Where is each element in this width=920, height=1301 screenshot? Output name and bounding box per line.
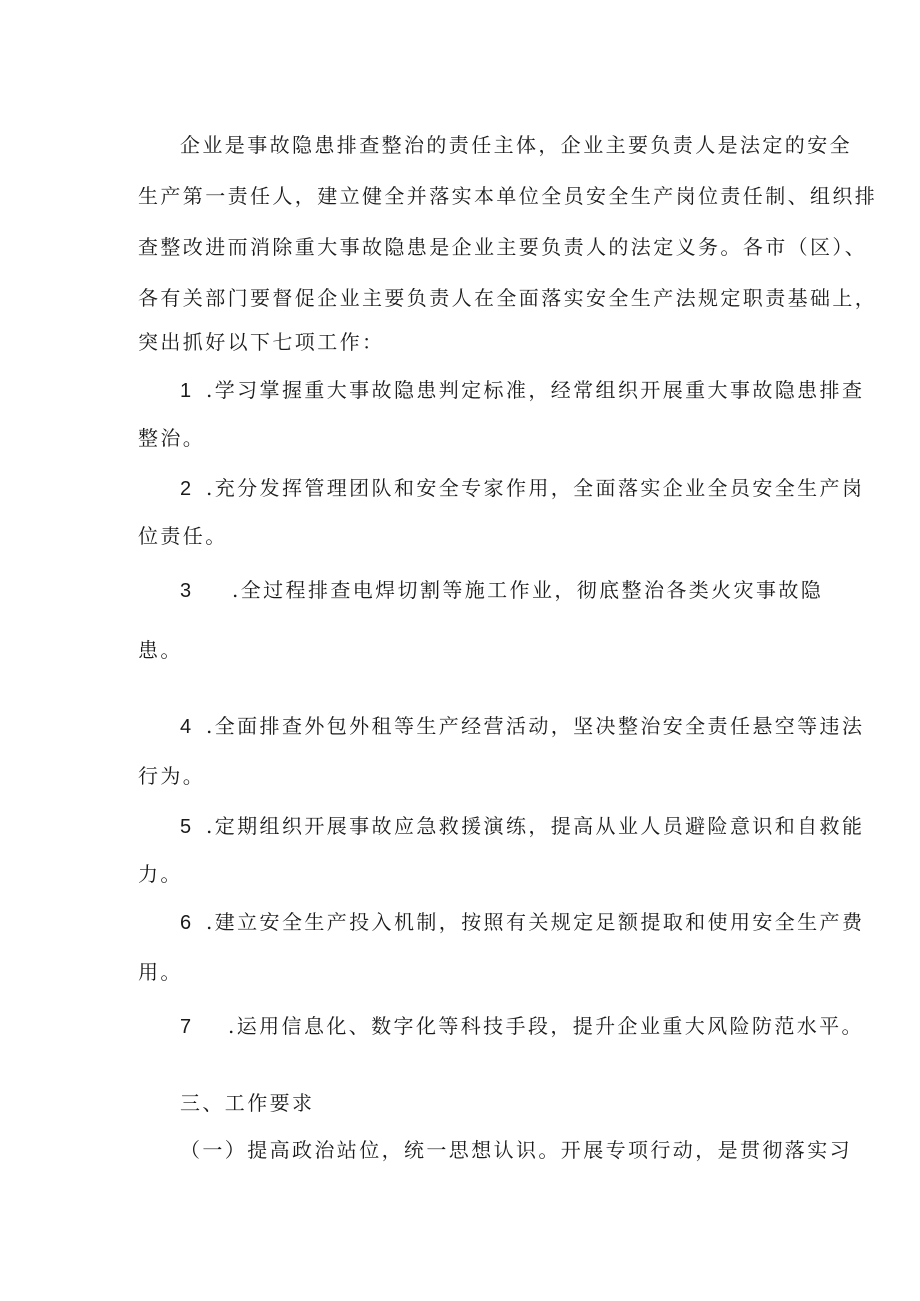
intro-line-4: 各有关部门要督促企业主要负责人在全面落实安全生产法规定职责基础上， bbox=[138, 286, 878, 310]
item-number: 3 bbox=[180, 580, 192, 602]
section-heading: 三、工作要求 bbox=[180, 1091, 315, 1115]
item-number: 6 bbox=[180, 912, 192, 934]
list-item-6 bbox=[180, 910, 864, 935]
list-item-3 bbox=[180, 578, 823, 603]
section-paragraph-line-1: （一）提高政治站位，统一思想认识。开展专项行动，是贯彻落实习 bbox=[180, 1138, 852, 1162]
intro-line-5: 突出抓好以下七项工作： bbox=[138, 330, 385, 354]
list-item-5-continuation: 力。 bbox=[138, 862, 183, 886]
list-item-6-continuation: 用。 bbox=[138, 960, 183, 984]
item-number: 2 bbox=[180, 478, 192, 500]
list-item-1-continuation: 整治。 bbox=[138, 426, 206, 450]
item-text: .运用信息化、数字化等科技手段，提升企业重大风险防范水平。 bbox=[228, 1014, 864, 1038]
item-text: .定期组织开展事故应急救援演练，提高从业人员避险意识和自救能 bbox=[206, 814, 865, 838]
list-item-4 bbox=[180, 714, 864, 739]
intro-line-1: 企业是事故隐患排查整治的责任主体，企业主要负责人是法定的安全 bbox=[180, 133, 852, 157]
list-item-3-continuation: 患。 bbox=[138, 638, 183, 662]
item-text: .建立安全生产投入机制，按照有关规定足额提取和使用安全生产费 bbox=[206, 910, 865, 934]
item-number: 7 bbox=[180, 1016, 192, 1038]
list-item-1 bbox=[180, 378, 864, 403]
list-item-2 bbox=[180, 476, 864, 501]
item-number: 4 bbox=[180, 716, 192, 738]
item-text: .充分发挥管理团队和安全专家作用，全面落实企业全员安全生产岗 bbox=[206, 476, 865, 500]
item-text: .全过程排查电焊切割等施工作业，彻底整治各类火灾事故隐 bbox=[232, 578, 824, 602]
item-text: .全面排查外包外租等生产经营活动，坚决整治安全责任悬空等违法 bbox=[206, 714, 865, 738]
item-number: 5 bbox=[180, 816, 192, 838]
item-text: .学习掌握重大事故隐患判定标准，经常组织开展重大事故隐患排查 bbox=[206, 378, 865, 402]
list-item-4-continuation: 行为。 bbox=[138, 764, 206, 788]
item-number: 1 bbox=[180, 380, 192, 402]
list-item-5 bbox=[180, 814, 864, 839]
intro-line-2: 生产第一责任人，建立健全并落实本单位全员安全生产岗位责任制、组织排 bbox=[138, 184, 878, 208]
list-item-7 bbox=[180, 1014, 864, 1039]
intro-line-3: 查整改进而消除重大事故隐患是企业主要负责人的法定义务。各市（区）、 bbox=[138, 235, 868, 259]
list-item-2-continuation: 位责任。 bbox=[138, 524, 228, 548]
